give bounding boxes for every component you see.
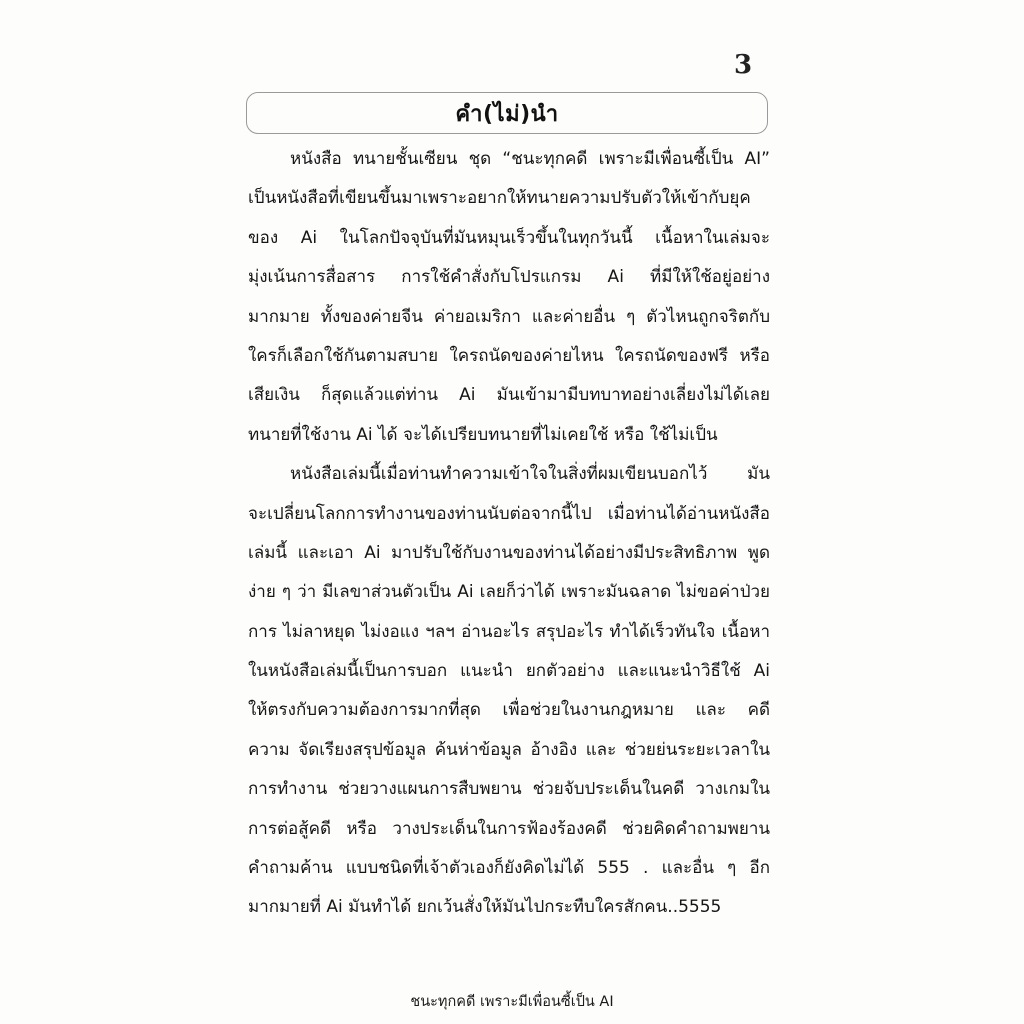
chapter-title: คำ(ไม่)นำ	[455, 101, 559, 127]
paragraph-line: หนังสือ ทนายชั้นเซียน ชุด “ชนะทุกคดี เพราะมีเพื่อนซี้เป็น AI”	[290, 149, 770, 169]
paragraph-line: ในหนังสือเล่มนี้เป็นการบอก แนะนำ ยกตัวอย่าง และแนะนำวิธีใช้ Ai	[248, 661, 770, 682]
paragraph-line: มากมาย ทั้งของค่ายจีน ค่ายอเมริกา และค่ายอื่น ๆ ตัวไหนถูกจริตกับ	[248, 306, 770, 327]
body-text	[248, 140, 770, 928]
paragraph-line: มากมายที่ Ai มันทำได้ ยกเว้นสั่งให้มันไปกระทืบใครสักคน..5555	[248, 897, 722, 918]
paragraph-line: คำถามค้าน แบบชนิดที่เจ้าตัวเองก็ยังคิดไม่ได้ 555 . และอื่น ๆ อีก	[248, 858, 770, 879]
paragraph-line: ของ Ai ในโลกปัจจุบันที่มันหมุนเร็วขึ้นในทุกวันนี้ เนื้อหาในเล่มจะ	[248, 227, 770, 248]
paragraph-line: หนังสือเล่มนี้เมื่อท่านทำความเข้าใจในสิ่งที่ผมเขียนบอกไว้ มัน	[290, 464, 770, 485]
running-footer: ชนะทุกคดี เพราะมีเพื่อนซี้เป็น AI	[410, 994, 614, 1010]
paragraph-line: การต่อสู้คดี หรือ วางประเด็นในการฟ้องร้องคดี ช่วยคิดคำถามพยาน	[248, 818, 770, 839]
paragraph-line: ความ จัดเรียงสรุปข้อมูล ค้นห่าข้อมูล อ้างอิง และ ช่วยย่นระยะเวลาใน	[248, 739, 770, 760]
page-number: 3	[734, 50, 753, 80]
paragraph-line: ใครก็เลือกใช้กันตามสบาย ใครถนัดของค่ายไหน ใครถนัดของฟรี หรือ	[248, 345, 770, 366]
chapter-title-box	[246, 92, 768, 134]
paragraph-line: จะเปลี่ยนโลกการทำงานของท่านนับต่อจากนี้ไป เมื่อท่านได้อ่านหนังสือ	[248, 503, 770, 524]
paragraph-line: มุ่งเน้นการสื่อสาร การใช้คำสั่งกับโปรแกรม Ai ที่มีให้ใช้อยู่อย่าง	[248, 267, 770, 288]
paragraph-line: เป็นหนังสือที่เขียนขึ้นมาเพราะอยากให้ทนายความปรับตัวให้เข้ากับยุค	[248, 188, 751, 209]
paragraph-line: ง่าย ๆ ว่า มีเลขาส่วนตัวเป็น Ai เลยก็ว่าได้ เพราะมันฉลาด ไม่ขอค่าป่วย	[248, 582, 770, 603]
paragraph-line: เสียเงิน ก็สุดแล้วแต่ท่าน Ai มันเข้ามามีบทบาทอย่างเลี่ยงไม่ได้เลย	[248, 385, 770, 406]
paragraph-line: การ ไม่ลาหยุด ไม่งอแง ฯลฯ อ่านอะไร สรุปอะไร ทำได้เร็วทันใจ เนื้อหา	[248, 621, 770, 642]
paragraph-line: การทำงาน ช่วยวางแผนการสืบพยาน ช่วยจับประเด็นในคดี วางเกมใน	[248, 779, 770, 800]
paragraph-line: ให้ตรงกับความต้องการมากที่สุด เพื่อช่วยในงานกฎหมาย และ คดี	[248, 700, 770, 721]
paragraph-line: เล่มนี้ และเอา Ai มาปรับใช้กับงานของท่านได้อย่างมีประสิทธิภาพ พูด	[248, 542, 770, 563]
paragraph-line: ทนายที่ใช้งาน Ai ได้ จะได้เปรียบทนายที่ไม่เคยใช้ หรือ ใช้ไม่เป็น	[248, 424, 718, 445]
